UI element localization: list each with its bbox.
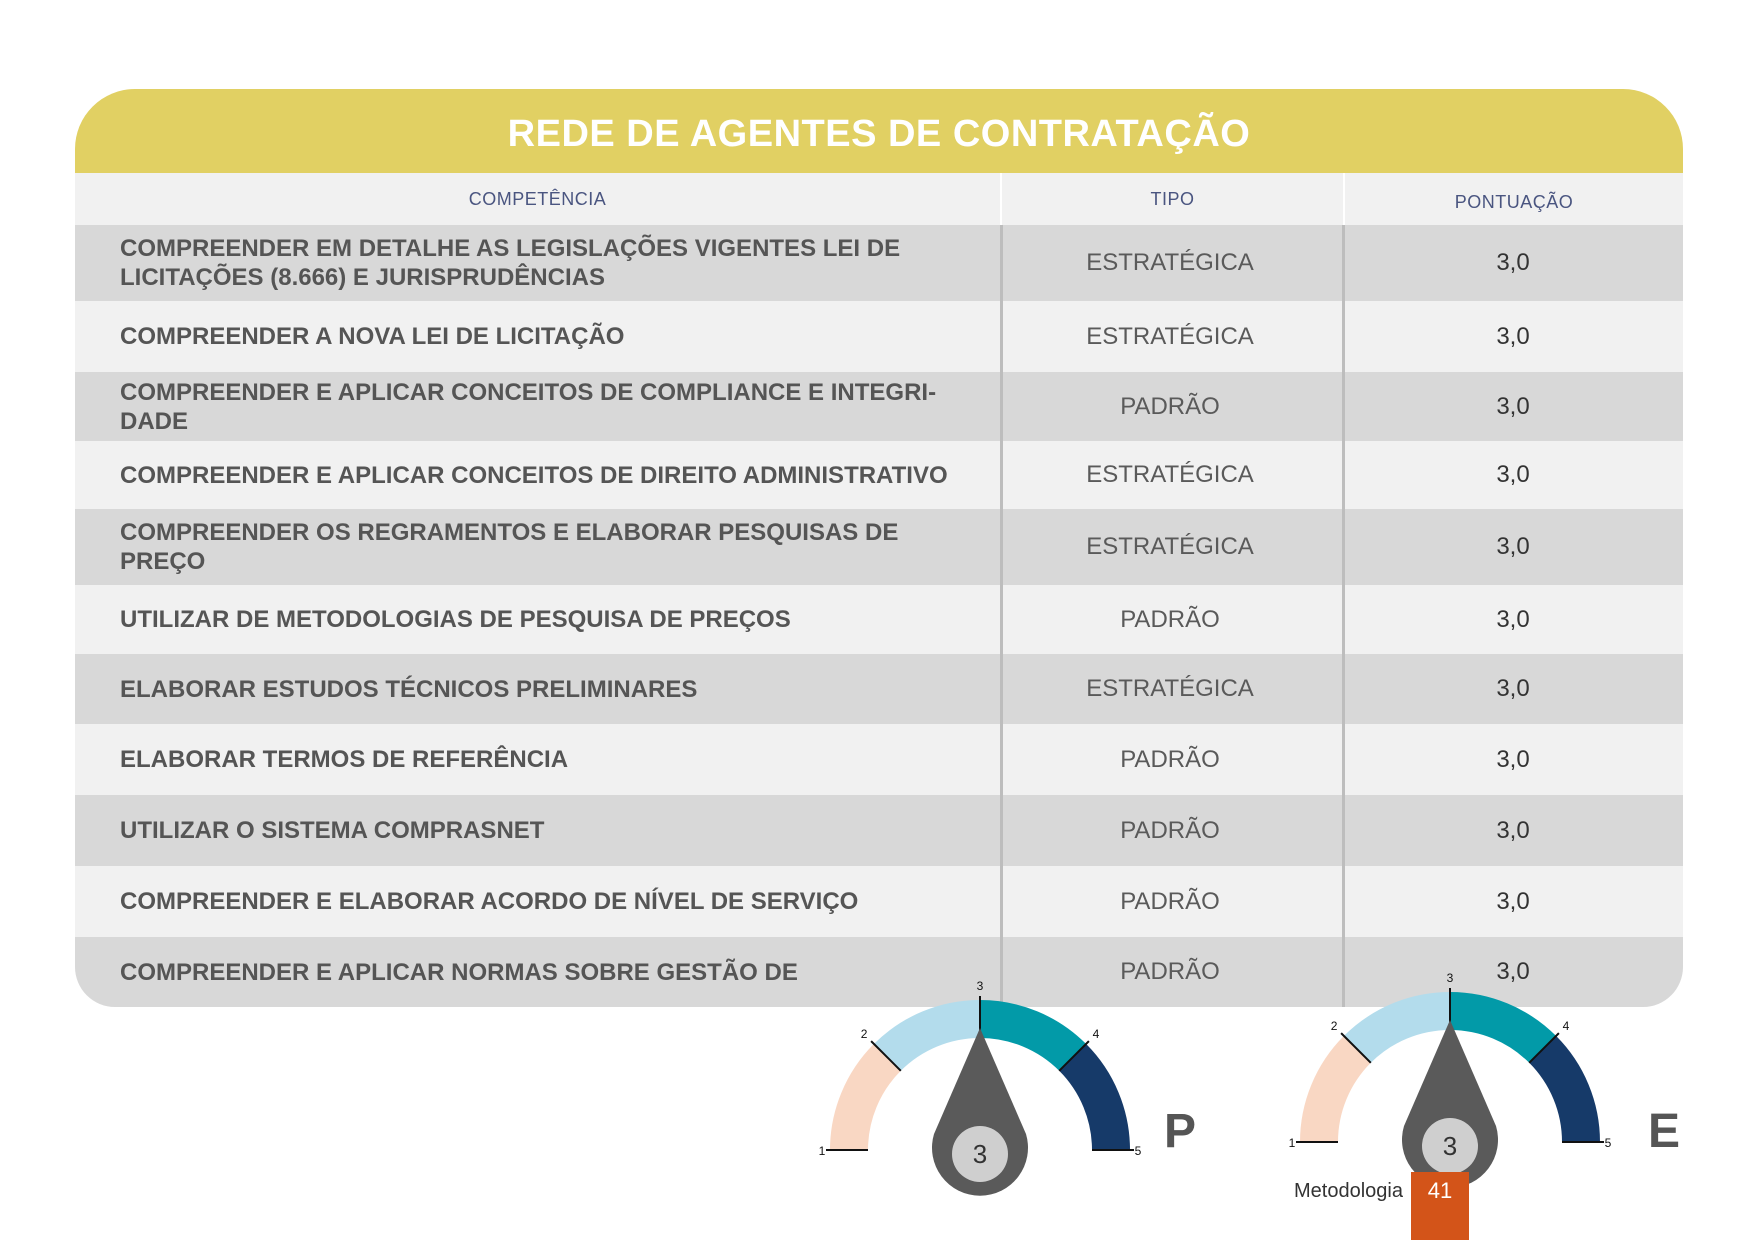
cell-tipo: PADRÃO <box>1120 816 1220 844</box>
gauge-value: 3 <box>972 1139 988 1169</box>
cell-tipo: PADRÃO <box>1120 605 1220 633</box>
cell-tipo: ESTRATÉGICA <box>1086 461 1254 488</box>
page-number-tab <box>1411 1172 1469 1240</box>
header-pontuacao: PONTUAÇÃO <box>1454 191 1574 212</box>
gauge-tick-label: 1 <box>1288 1136 1296 1150</box>
header-tipo: TIPO <box>1150 188 1195 209</box>
gauge-value: 3 <box>1442 1131 1458 1161</box>
cell-pontuacao: 3,0 <box>1496 392 1530 420</box>
cell-pontuacao: 3,0 <box>1496 675 1530 702</box>
cell-pontuacao: 3,0 <box>1496 533 1530 560</box>
cell-pontuacao: 3,0 <box>1496 816 1530 844</box>
table-row <box>75 509 1683 585</box>
cell-tipo: ESTRATÉGICA <box>1086 675 1254 702</box>
table-row <box>75 441 1683 509</box>
gauge-tick-label: 5 <box>1134 1144 1142 1158</box>
cell-competencia: COMPREENDER E ELABORAR ACORDO DE NÍVEL DE SERVIÇO <box>120 888 859 915</box>
cell-tipo: ESTRATÉGICA <box>1086 322 1254 350</box>
cell-competencia: UTILIZAR O SISTEMA COMPRASNET <box>120 817 545 844</box>
table-title: REDE DE AGENTES DE CONTRATAÇÃO <box>507 112 1251 155</box>
cell-tipo: PADRÃO <box>1120 958 1220 985</box>
cell-pontuacao: 3,0 <box>1496 249 1530 276</box>
cell-competencia: UTILIZAR DE METODOLOGIAS DE PESQUISA DE PREÇOS <box>120 606 791 633</box>
gauge-p <box>818 979 1150 1200</box>
cell-pontuacao: 3,0 <box>1496 605 1530 633</box>
competency-table <box>75 89 1683 1007</box>
table-row <box>75 795 1683 866</box>
cell-pontuacao: 3,0 <box>1496 461 1530 488</box>
cell-tipo: PADRÃO <box>1120 392 1220 420</box>
table-row <box>75 654 1683 724</box>
gauge-tick-label: 4 <box>1562 1019 1570 1034</box>
table-banner <box>75 89 1683 173</box>
cell-competencia: COMPREENDER A NOVA LEI DE LICITAÇÃO <box>120 323 625 350</box>
gauge-tick-label: 4 <box>1092 1027 1100 1042</box>
gauge-tick-label: 5 <box>1604 1136 1612 1150</box>
table-row <box>75 372 1683 441</box>
cell-pontuacao: 3,0 <box>1496 322 1530 350</box>
table-row <box>75 301 1683 372</box>
cell-tipo: ESTRATÉGICA <box>1086 533 1254 560</box>
gauge-tick-label: 2 <box>860 1027 868 1042</box>
gauge-letter-e: E <box>1648 1105 1681 1158</box>
header-competencia: COMPETÊNCIA <box>468 188 607 209</box>
gauge-tick-label: 3 <box>1446 971 1454 985</box>
table-row <box>75 866 1683 937</box>
cell-competencia: COMPREENDER OS REGRAMENTOS E ELABORAR PESQUISAS DE PREÇO <box>120 519 899 575</box>
cell-pontuacao: 3,0 <box>1496 887 1530 915</box>
cell-competencia: ELABORAR TERMOS DE REFERÊNCIA <box>120 746 569 773</box>
footer-section-label: Metodologia <box>1294 1180 1403 1202</box>
cell-competencia: COMPREENDER EM DETALHE AS LEGISLAÇÕES VIGENTES LEI DE LICITAÇÕES (8.666) E JURISPRUDÊNCIAS <box>120 235 901 291</box>
table-header <box>75 173 1683 225</box>
cell-competencia: ELABORAR ESTUDOS TÉCNICOS PRELIMINARES <box>120 675 698 703</box>
cell-competencia: COMPREENDER E APLICAR CONCEITOS DE COMPLIANCE E INTEGRI-DADE <box>120 378 937 435</box>
cell-competencia: COMPREENDER E APLICAR NORMAS SOBRE GESTÃO DE <box>120 958 798 986</box>
cell-tipo: PADRÃO <box>1120 887 1220 915</box>
table-row <box>75 585 1683 654</box>
cell-pontuacao: 3,0 <box>1496 745 1530 773</box>
table-row <box>75 724 1683 795</box>
cell-tipo: ESTRATÉGICA <box>1086 249 1254 276</box>
cell-tipo: PADRÃO <box>1120 745 1220 773</box>
page-number: 41 <box>1427 1178 1453 1203</box>
gauge-tick-label: 1 <box>818 1144 826 1158</box>
cell-competencia: COMPREENDER E APLICAR CONCEITOS DE DIREITO ADMINISTRATIVO <box>120 461 948 489</box>
gauge-tick-label: 2 <box>1330 1019 1338 1034</box>
table-row <box>75 225 1683 301</box>
gauge-tick-label: 3 <box>976 979 984 993</box>
gauge-letter-p: P <box>1164 1105 1197 1158</box>
cell-pontuacao: 3,0 <box>1496 958 1530 985</box>
